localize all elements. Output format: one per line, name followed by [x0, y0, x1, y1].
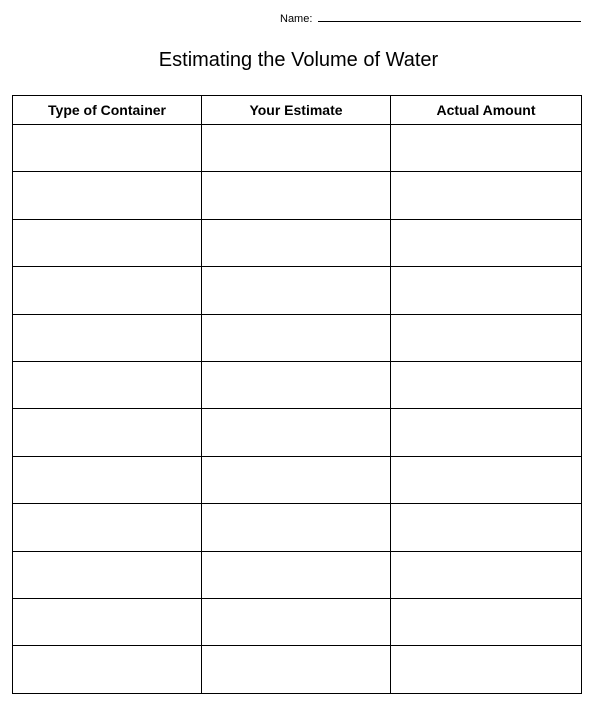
actual-amount-cell[interactable]: [391, 456, 582, 503]
volume-table: [12, 95, 582, 694]
column-header-your-estimate: Your Estimate: [202, 96, 391, 125]
worksheet-title: Estimating the Volume of Water: [158, 49, 439, 71]
actual-amount-cell[interactable]: [391, 504, 582, 551]
type-of-container-cell[interactable]: [13, 551, 202, 598]
type-of-container-cell[interactable]: [13, 598, 202, 645]
your-estimate-cell[interactable]: [202, 125, 391, 172]
actual-amount-cell[interactable]: [391, 219, 582, 266]
type-of-container-cell[interactable]: [13, 172, 202, 219]
table-row: [13, 504, 582, 551]
table-row: [13, 314, 582, 361]
your-estimate-cell[interactable]: [202, 314, 391, 361]
actual-amount-cell[interactable]: [391, 172, 582, 219]
table-row: [13, 125, 582, 172]
type-of-container-cell[interactable]: [13, 219, 202, 266]
your-estimate-cell[interactable]: [202, 456, 391, 503]
your-estimate-cell[interactable]: [202, 267, 391, 314]
table-row: [13, 598, 582, 645]
actual-amount-cell[interactable]: [391, 409, 582, 456]
your-estimate-cell[interactable]: [202, 219, 391, 266]
column-header-type-of-container: Type of Container: [13, 96, 202, 125]
actual-amount-cell[interactable]: [391, 646, 582, 693]
your-estimate-cell[interactable]: [202, 361, 391, 408]
type-of-container-cell[interactable]: [13, 409, 202, 456]
type-of-container-cell[interactable]: [13, 504, 202, 551]
table-row: [13, 456, 582, 503]
type-of-container-cell[interactable]: [13, 267, 202, 314]
table-row: [13, 361, 582, 408]
type-of-container-cell[interactable]: [13, 361, 202, 408]
table-row: [13, 172, 582, 219]
actual-amount-cell[interactable]: [391, 125, 582, 172]
table-row: [13, 646, 582, 693]
your-estimate-cell[interactable]: [202, 551, 391, 598]
actual-amount-cell[interactable]: [391, 314, 582, 361]
your-estimate-cell[interactable]: [202, 646, 391, 693]
actual-amount-cell[interactable]: [391, 361, 582, 408]
actual-amount-cell[interactable]: [391, 551, 582, 598]
your-estimate-cell[interactable]: [202, 409, 391, 456]
type-of-container-cell[interactable]: [13, 646, 202, 693]
name-write-line[interactable]: [318, 10, 581, 22]
table-body: [13, 125, 582, 694]
your-estimate-cell[interactable]: [202, 504, 391, 551]
type-of-container-cell[interactable]: [13, 314, 202, 361]
table-row: [13, 409, 582, 456]
type-of-container-cell[interactable]: [13, 456, 202, 503]
name-field-row: [280, 10, 581, 26]
name-label: Name:: [280, 13, 313, 25]
column-header-actual-amount: Actual Amount: [391, 96, 582, 125]
your-estimate-cell[interactable]: [202, 172, 391, 219]
type-of-container-cell[interactable]: [13, 125, 202, 172]
table-row: [13, 219, 582, 266]
actual-amount-cell[interactable]: [391, 598, 582, 645]
table-header-row: [13, 96, 582, 125]
table-row: [13, 551, 582, 598]
actual-amount-cell[interactable]: [391, 267, 582, 314]
table-row: [13, 267, 582, 314]
your-estimate-cell[interactable]: [202, 598, 391, 645]
